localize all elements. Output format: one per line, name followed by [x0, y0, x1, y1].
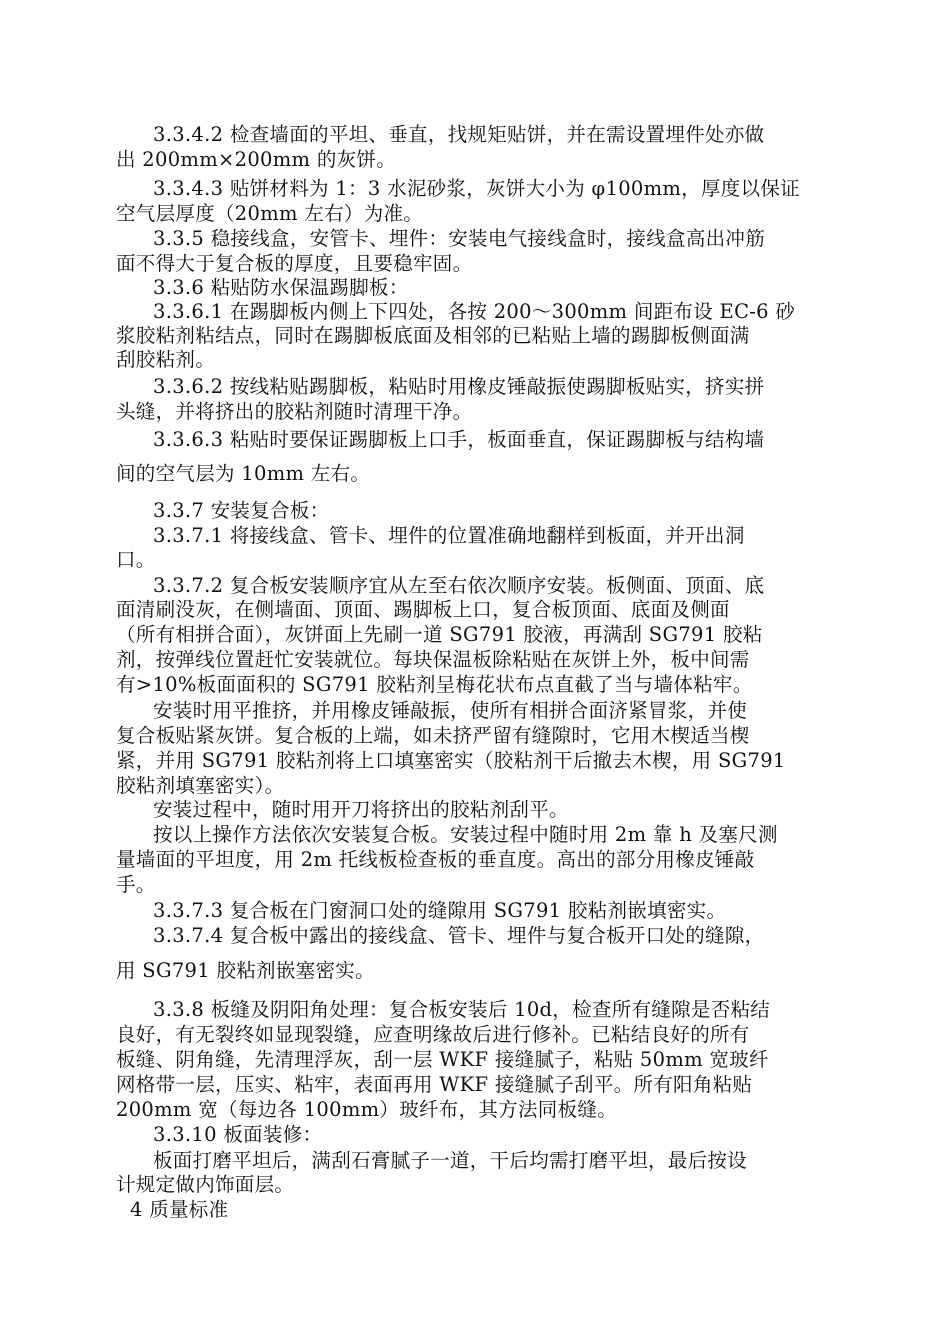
- paragraph-line: 板面打磨平坦后，满刮石膏腻子一道，干后均需打磨平坦，最后按设: [153, 1149, 748, 1172]
- paragraph-line: 面不得大于复合板的厚度，且要稳牢固。: [116, 252, 473, 275]
- paragraph-line: 出 200mm×200mm 的灰饼。: [116, 148, 397, 171]
- paragraph-line: 用 SG791 胶粘剂嵌塞密实。: [116, 959, 375, 982]
- paragraph-line: 头缝，并将挤出的胶粘剂随时清理干净。: [116, 400, 473, 423]
- section-heading: 3.3.6 粘贴防水保温踢脚板：: [153, 276, 409, 299]
- section-heading: 3.3.7 安装复合板：: [153, 499, 330, 522]
- paragraph-line: 3.3.8 板缝及阴阳角处理：复合板安装后 10d，检查所有缝隙是否粘结: [153, 998, 771, 1021]
- paragraph-line: 3.3.7.4 复合板中露出的接线盒、管卡、埋件与复合板开口处的缝隙，: [153, 924, 765, 947]
- paragraph-line: 间的空气层为 10mm 左右。: [116, 462, 371, 485]
- section-heading: 3.3.10 板面装修：: [153, 1123, 323, 1146]
- paragraph-line: 网格带一层，压实、粘牢，表面再用 WKF 接缝腻子刮平。所有阳角粘贴: [116, 1073, 753, 1096]
- paragraph-line: 复合板贴紧灰饼。复合板的上端，如未挤严留有缝隙时，它用木楔适当楔: [116, 724, 750, 747]
- paragraph-line: 3.3.4.2 检查墙面的平坦、垂直，找规矩贴饼，并在需设置埋件处亦做: [153, 123, 765, 146]
- paragraph-line: 胶粘剂填塞密实）。: [116, 774, 285, 797]
- paragraph-line: 3.3.6.2 按线粘贴踢脚板，粘贴时用橡皮锤敲振使踢脚板贴实，挤实拼: [153, 375, 765, 398]
- paragraph-line: 刮胶粘剂。: [116, 348, 216, 371]
- paragraph-line: 板缝、阴角缝，先清理浮灰，刮一层 WKF 接缝腻子，粘贴 50mm 宽玻纤: [116, 1048, 769, 1071]
- chapter-heading: 4 质量标准: [130, 1198, 229, 1221]
- paragraph-line: 3.3.7.1 将接线盒、管卡、埋件的位置准确地翻样到板面，并开出洞: [153, 524, 745, 547]
- paragraph-line: 剂，按弹线位置赶忙安装就位。每块保温板除粘贴在灰饼上外，板中间需: [116, 648, 750, 671]
- paragraph-line: 口。: [116, 548, 156, 571]
- paragraph-line: 手。: [116, 873, 156, 896]
- paragraph-line: 紧，并用 SG791 胶粘剂将上口填塞密实（胶粘剂干后撤去木楔，用 SG791: [116, 749, 786, 772]
- paragraph-line: 3.3.5 稳接线盒，安管卡、埋件：安装电气接线盒时，接线盒高出冲筋: [153, 227, 766, 250]
- paragraph-line: 浆胶粘剂粘结点，同时在踢脚板底面及相邻的已粘贴上墙的踢脚板侧面满: [116, 324, 750, 347]
- paragraph-line: 3.3.4.3 贴饼材料为 1：3 水泥砂浆，灰饼大小为 φ100mm，厚度以保证: [153, 177, 800, 200]
- paragraph-line: 3.3.7.2 复合板安装顺序宜从左至右依次顺序安装。板侧面、顶面、底: [153, 574, 765, 597]
- paragraph-line: 空气层厚度（20mm 左右）为准。: [116, 202, 424, 225]
- paragraph-line: 3.3.6.1 在踢脚板内侧上下四处，各按 200～300mm 间距布设 EC-6 砂: [153, 300, 796, 323]
- paragraph-line: 200mm 宽（每边各 100mm）玻纤布，其方法同板缝。: [116, 1098, 617, 1121]
- paragraph-line: 良好，有无裂终如显现裂缝，应查明缘故后进行修补。已粘结良好的所有: [116, 1023, 750, 1046]
- paragraph-line: （所有相拼合面），灰饼面上先刷一道 SG791 胶液，再满刮 SG791 胶粘: [116, 623, 763, 646]
- paragraph-line: 3.3.7.3 复合板在门窗洞口处的缝隙用 SG791 胶粘剂嵌填密实。: [153, 899, 727, 922]
- paragraph-line: 量墙面的平坦度，用 2m 托线板检查板的垂直度。高出的部分用橡皮锤敲: [116, 848, 755, 871]
- paragraph-line: 安装过程中，随时用开刀将挤出的胶粘剂刮平。: [153, 798, 569, 821]
- paragraph-line: 安装时用平推挤，并用橡皮锤敲振，使所有相拼合面济紧冒浆，并使: [153, 699, 748, 722]
- paragraph-line: 计规定做内饰面层。: [116, 1173, 295, 1196]
- paragraph-line: 按以上操作方法依次安装复合板。安装过程中随时用 2m 靠 h 及塞尺测: [153, 823, 778, 846]
- paragraph-line: 面清刷没灰，在侧墙面、顶面、踢脚板上口，复合板顶面、底面及侧面: [116, 598, 730, 621]
- paragraph-line: 3.3.6.3 粘贴时要保证踢脚板上口手，板面垂直，保证踢脚板与结构墙: [153, 428, 765, 451]
- paragraph-line: 有>10%板面面积的 SG791 胶粘剂呈梅花状布点直截了当与墙体粘牢。: [116, 673, 753, 696]
